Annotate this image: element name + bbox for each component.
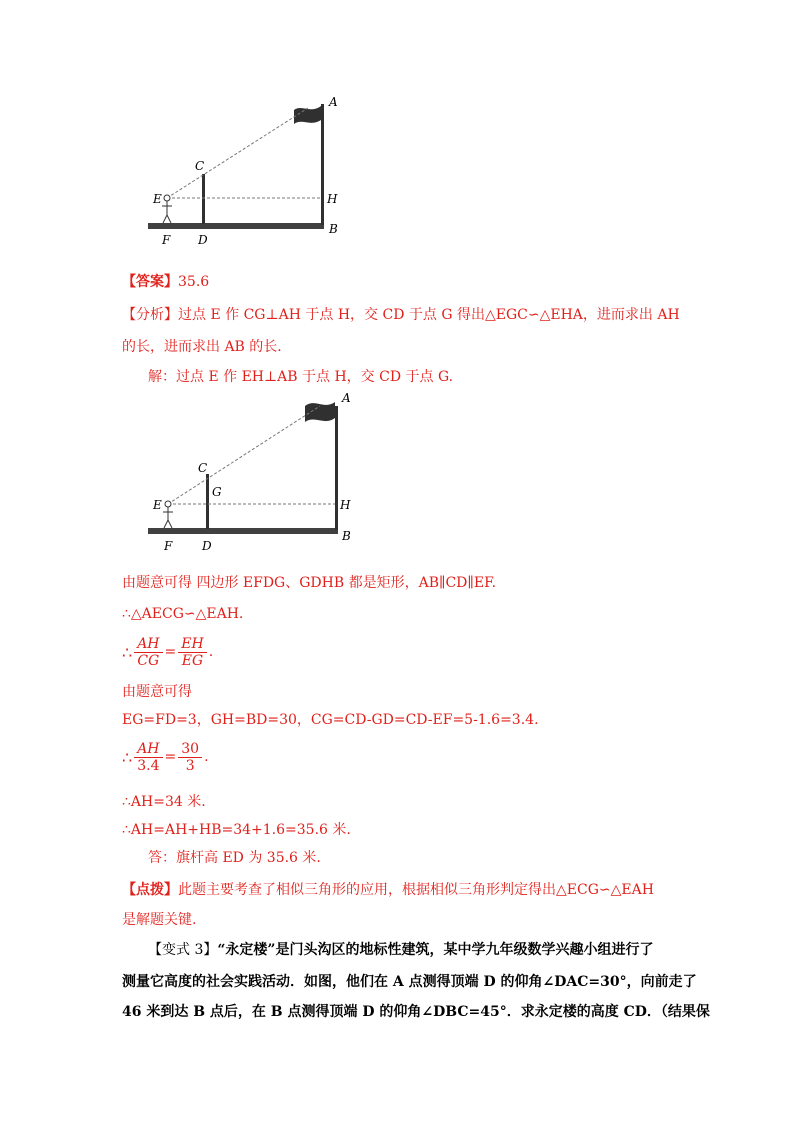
flagpole [321,104,324,225]
variant-tag: 【变式 3】 [148,942,218,958]
figure-flagpole-1 [140,92,350,252]
label-e: E [153,498,162,512]
period: . [208,644,214,660]
equals-sign: = [164,644,177,660]
analysis-tag: 【分析】 [122,307,178,323]
ground-bar [148,223,324,229]
analysis-line-2: 的长，进而求出 AB 的长. [122,339,282,355]
pole-cd [206,474,209,529]
step-7: ∴AH=34 米. [122,794,206,810]
comment-text-1: 此题主要考查了相似三角形的应用，根据相似三角形判定得出△ECG∽△EAH [178,882,654,898]
flag-icon [305,402,335,422]
label-h: H [327,192,338,206]
step-5: EG=FD=3，GH=BD=30，CG=CD-GD=CD-EF=5-1.6=3.4. [122,712,539,728]
variant-line-2: 测量它高度的社会实践活动．如图，他们在 A 点测得顶端 D 的仰角∠DAC=30°，向前走了 [122,974,697,990]
sight-line [167,108,308,198]
label-c: C [195,159,205,173]
fraction-eh-eg: $\frac{EH}{EG}$ [178,636,206,669]
label-a: A [329,95,338,109]
step-3-proportion [122,632,213,672]
answer-tag: 【答案】 [122,274,178,290]
therefore-symbol: ∴ [122,642,133,662]
label-e: E [153,192,162,206]
comment-line-1 [122,880,654,900]
comment-line-2: 是解题关键. [122,912,197,928]
person-icon [163,501,173,528]
answer-value: 35.6 [178,274,210,290]
label-f: F [162,233,171,247]
label-d: D [198,233,208,247]
figure-flagpole-2 [140,388,355,558]
label-c: C [198,461,208,475]
ground-bar [148,528,338,534]
step-2: ∴△AECG∽△EAH. [122,606,244,622]
variant-text-1: “永定楼”是门头沟区的地标性建筑，某中学九年级数学兴趣小组进行了 [217,942,654,958]
fraction-ah-cg: $\frac{AH}{CG}$ [134,636,162,669]
label-a: A [342,391,351,405]
fraction-30-3: $\frac{30}{3}$ [178,741,202,774]
label-g: G [212,485,222,499]
step-9-answer: 答：旗杆高 ED 为 35.6 米. [148,850,321,866]
analysis-text-1: 过点 E 作 CG⊥AH 于点 H，交 CD 于点 G 得出△EGC∽△EHA，进而求出 AH [178,307,680,323]
label-h: H [340,498,351,512]
answer-line [122,272,209,292]
person-icon [162,195,172,223]
flagpole [335,406,338,530]
fraction-ah-34: $\frac{AH}{3.4}$ [134,741,162,774]
label-f: F [164,539,173,553]
step-4: 由题意可得 [122,684,192,700]
step-6-proportion [122,737,209,777]
solution-intro: 解：过点 E 作 EH⊥AB 于点 H，交 CD 于点 G. [148,369,454,385]
step-1: 由题意可得 四边形 EFDG、GDHB 都是矩形，AB∥CD∥EF. [122,575,497,591]
label-b: B [342,529,351,543]
sight-line [168,406,320,504]
step-8: ∴AH=AH+HB=34+1.6=35.6 米. [122,822,351,838]
period: . [204,749,209,765]
label-d: D [202,539,212,553]
pole-cd [202,174,205,224]
label-b: B [329,222,338,236]
therefore-symbol: ∴ [122,747,133,767]
analysis-line-1 [122,305,680,325]
variant-line-3: 46 米到达 B 点后，在 B 点测得顶端 D 的仰角∠DBC=45°．求永定楼的高度 CD．（结果保 [122,1004,710,1020]
comment-tag: 【点拨】 [122,882,178,898]
variant-line-1 [148,940,653,960]
equals-sign: = [164,749,177,765]
